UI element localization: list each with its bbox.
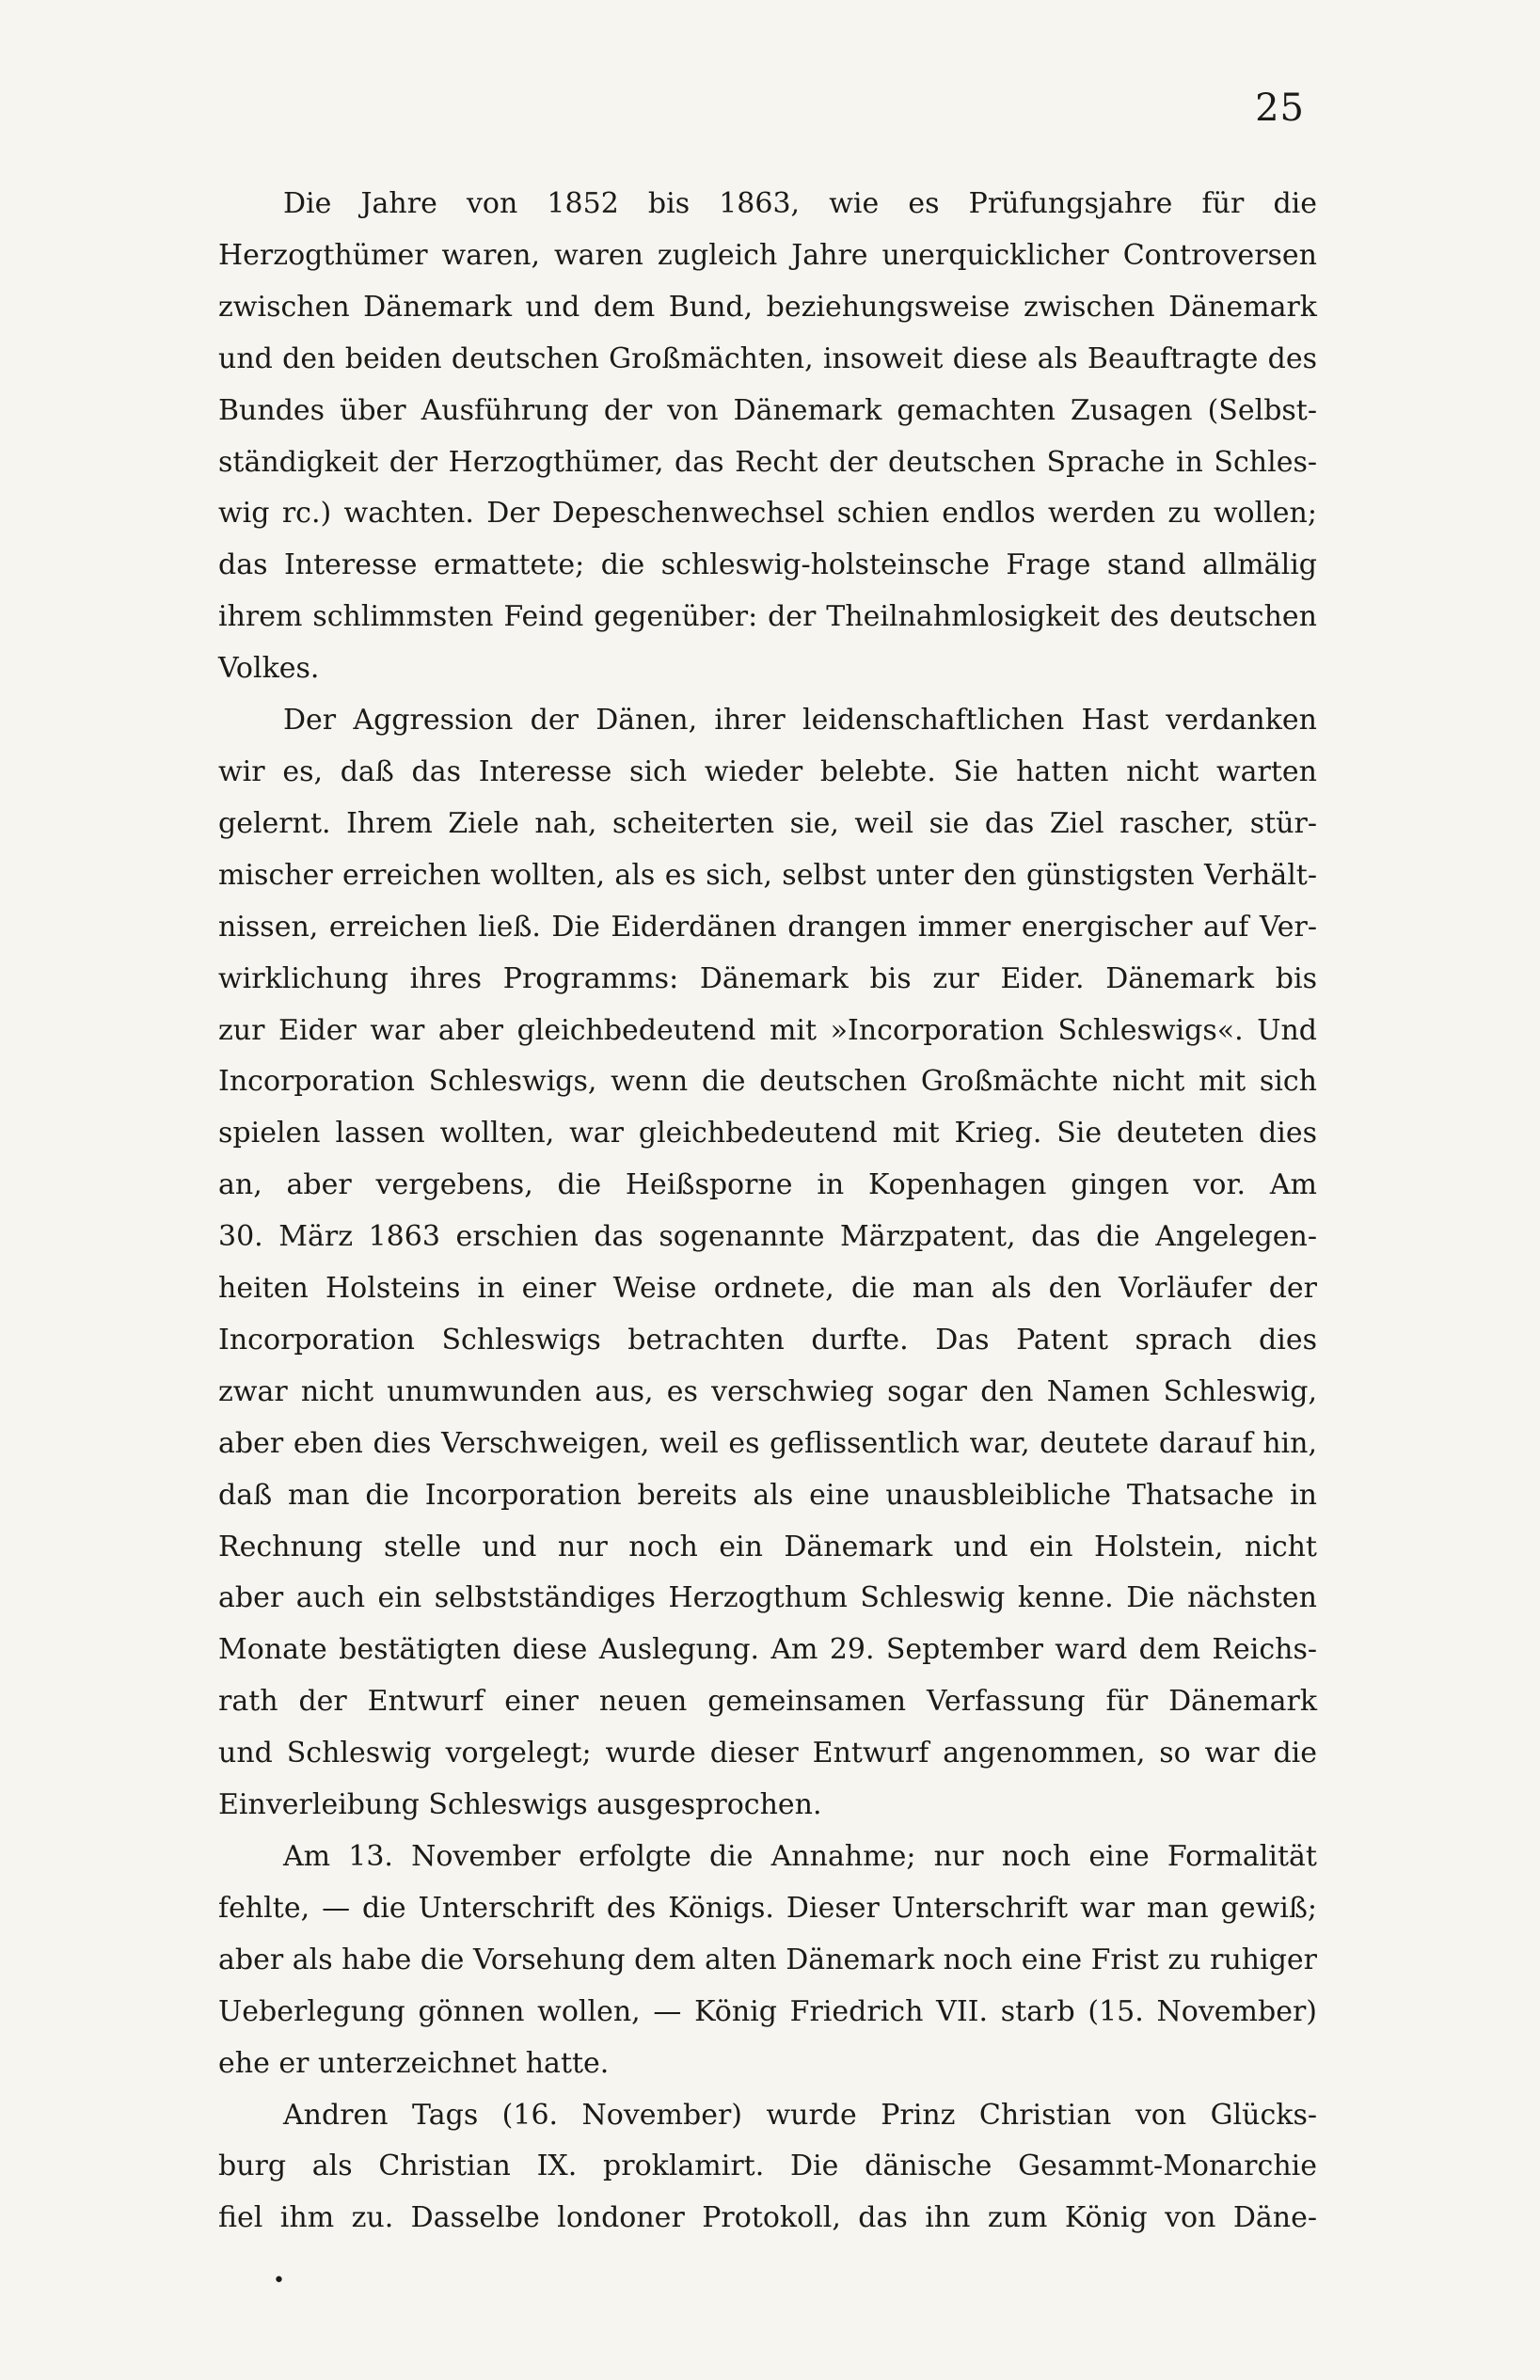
paragraph-4: [218, 2090, 1317, 2245]
text-line: gelernt. Ihrem Ziele nah, scheiterten sie, weil sie das Ziel rascher, stür-: [218, 806, 1317, 840]
text-line: Ueberlegung gönnen wollen, — König Friedrich VII. starb (15. November): [218, 1994, 1317, 2028]
text-line: ehe er unterzeichnet hatte.: [218, 2046, 610, 2080]
text-line: Incorporation Schleswigs, wenn die deutschen Großmächte nicht mit sich: [218, 1065, 1317, 1099]
text-line: Bundes über Ausführung der von Dänemark gemachten Zusagen (Selbst-: [218, 393, 1317, 427]
text-line: Einverleibung Schleswigs ausgesprochen.: [218, 1788, 822, 1822]
text-line: Volkes.: [218, 652, 320, 686]
text-line: Die Jahre von 1852 bis 1863, wie es Prüfungsjahre für die: [283, 187, 1317, 220]
text-line: Am 13. November erfolgte die Annahme; nur noch eine Formalität: [283, 1840, 1317, 1873]
text-line: 30. März 1863 erschien das sogenannte Märzpatent, das die Angelegen-: [218, 1220, 1317, 1254]
text-line: daß man die Incorporation bereits als eine unausbleibliche Thatsache in: [218, 1478, 1317, 1512]
text-line: ständigkeit der Herzogthümer, das Recht der deutschen Sprache in Schles-: [218, 445, 1317, 479]
page-number: 25: [1255, 87, 1305, 130]
text-line: Monate bestätigten diese Auslegung. Am 29. September ward dem Reichs-: [218, 1633, 1317, 1667]
text-line: burg als Christian IX. proklamirt. Die dänische Gesammt-Monarchie: [218, 2150, 1317, 2183]
text-line: zwar nicht unumwunden aus, es verschwieg sogar den Namen Schleswig,: [218, 1374, 1317, 1408]
text-line: zur Eider war aber gleichbedeutend mit »Incorporation Schleswigs«. Und: [218, 1013, 1317, 1047]
text-line: aber eben dies Verschweigen, weil es geflissentlich war, deutete darauf hin,: [218, 1426, 1317, 1460]
text-line: wirklichung ihres Programms: Dänemark bis zur Eider. Dänemark bis: [218, 961, 1317, 995]
text-line: rath der Entwurf einer neuen gemeinsamen Verfassung für Dänemark: [218, 1685, 1317, 1719]
text-line: Der Aggression der Dänen, ihrer leidenschaftlichen Hast verdanken: [283, 704, 1317, 738]
text-line: Incorporation Schleswigs betrachten durfte. Das Patent sprach dies: [218, 1323, 1317, 1357]
text-line: ihrem schlimmsten Feind gegenüber: der Theilnahmlosigkeit des deutschen: [218, 600, 1317, 634]
text-line: heiten Holsteins in einer Weise ordnete, die man als den Vorläufer der: [218, 1272, 1317, 1306]
text-line: und den beiden deutschen Großmächten, insoweit diese als Beauftragte des: [218, 341, 1317, 375]
paragraph-3: [218, 1832, 1317, 2090]
text-line: aber auch ein selbstständiges Herzogthum Schleswig kenne. Die nächsten: [218, 1581, 1317, 1615]
text-line: wig rc.) wachten. Der Depeschenwechsel schien endlos werden zu wollen;: [218, 497, 1317, 531]
text-line: spielen lassen wollten, war gleichbedeutend mit Krieg. Sie deuteten dies: [218, 1117, 1317, 1150]
footer-mark: •: [273, 2269, 285, 2293]
body-text: [218, 179, 1317, 2245]
text-line: Herzogthümer waren, waren zugleich Jahre unerquicklicher Controversen: [218, 238, 1317, 272]
text-line: Rechnung stelle und nur noch ein Dänemark und ein Holstein, nicht: [218, 1530, 1317, 1563]
text-line: nissen, erreichen ließ. Die Eiderdänen drangen immer energischer auf Ver-: [218, 910, 1317, 944]
text-line: fiel ihm zu. Dasselbe londoner Protokoll, das ihn zum König von Däne-: [218, 2201, 1317, 2235]
paragraph-1: [218, 179, 1317, 695]
text-line: fehlte, — die Unterschrift des Königs. Dieser Unterschrift war man gewiß;: [218, 1891, 1317, 1925]
text-line: an, aber vergebens, die Heißsporne in Kopenhagen gingen vor. Am: [218, 1168, 1317, 1202]
paragraph-2: [218, 695, 1317, 1832]
text-line: Andren Tags (16. November) wurde Prinz Christian von Glücks-: [283, 2098, 1317, 2132]
text-line: und Schleswig vorgelegt; wurde dieser Entwurf angenommen, so war die: [218, 1737, 1317, 1770]
text-line: zwischen Dänemark und dem Bund, beziehungsweise zwischen Dänemark: [218, 290, 1317, 324]
text-line: das Interesse ermattete; die schleswig-holsteinsche Frage stand allmälig: [218, 548, 1317, 582]
text-line: mischer erreichen wollten, als es sich, selbst unter den günstigsten Verhält-: [218, 858, 1317, 892]
text-line: wir es, daß das Interesse sich wieder belebte. Sie hatten nicht warten: [218, 754, 1317, 788]
text-line: aber als habe die Vorsehung dem alten Dänemark noch eine Frist zu ruhiger: [218, 1943, 1317, 1976]
